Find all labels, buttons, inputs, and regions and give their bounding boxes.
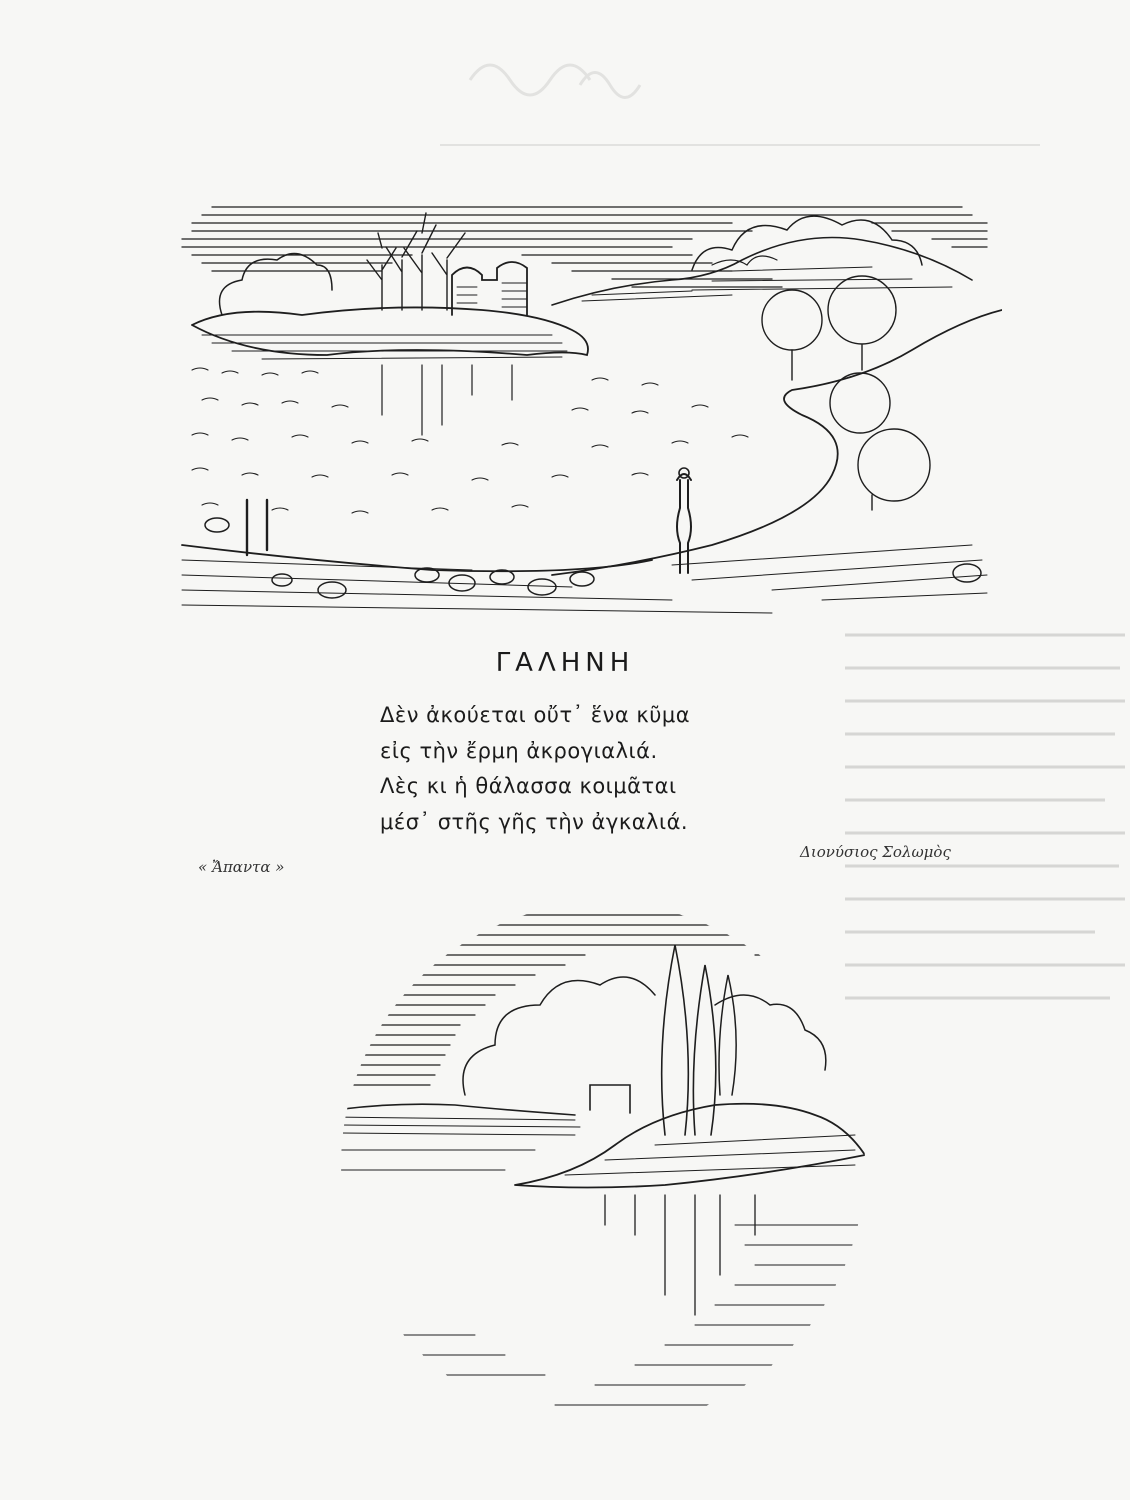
poem-source: « Ἄπαντα » <box>198 858 285 876</box>
poem-line-1: Δὲν ἀκούεται οὔτ᾽ ἕνα κῦμα <box>380 703 691 727</box>
circular-island-illustration <box>335 895 870 1435</box>
poem-author: Διονύσιος Σολωμὸς <box>800 843 951 861</box>
reverse-page-bleed-through <box>440 40 1040 160</box>
poem-line-2: εἰς τὴν ἔρμη ἀκρογιαλιά. <box>380 738 658 763</box>
poem-line-3: Λὲς κι ἡ θάλασσα κοιμᾶται <box>380 774 677 798</box>
reverse-page-text-bleed <box>835 620 1130 1040</box>
lake-landscape-illustration <box>172 195 1002 635</box>
poem-stanza <box>380 698 800 840</box>
poem-title: ΓΑΛΗΝΗ <box>495 648 635 678</box>
poem-line-4: μέσ᾽ στῆς γῆς τὴν ἀγκαλιά. <box>380 809 689 834</box>
